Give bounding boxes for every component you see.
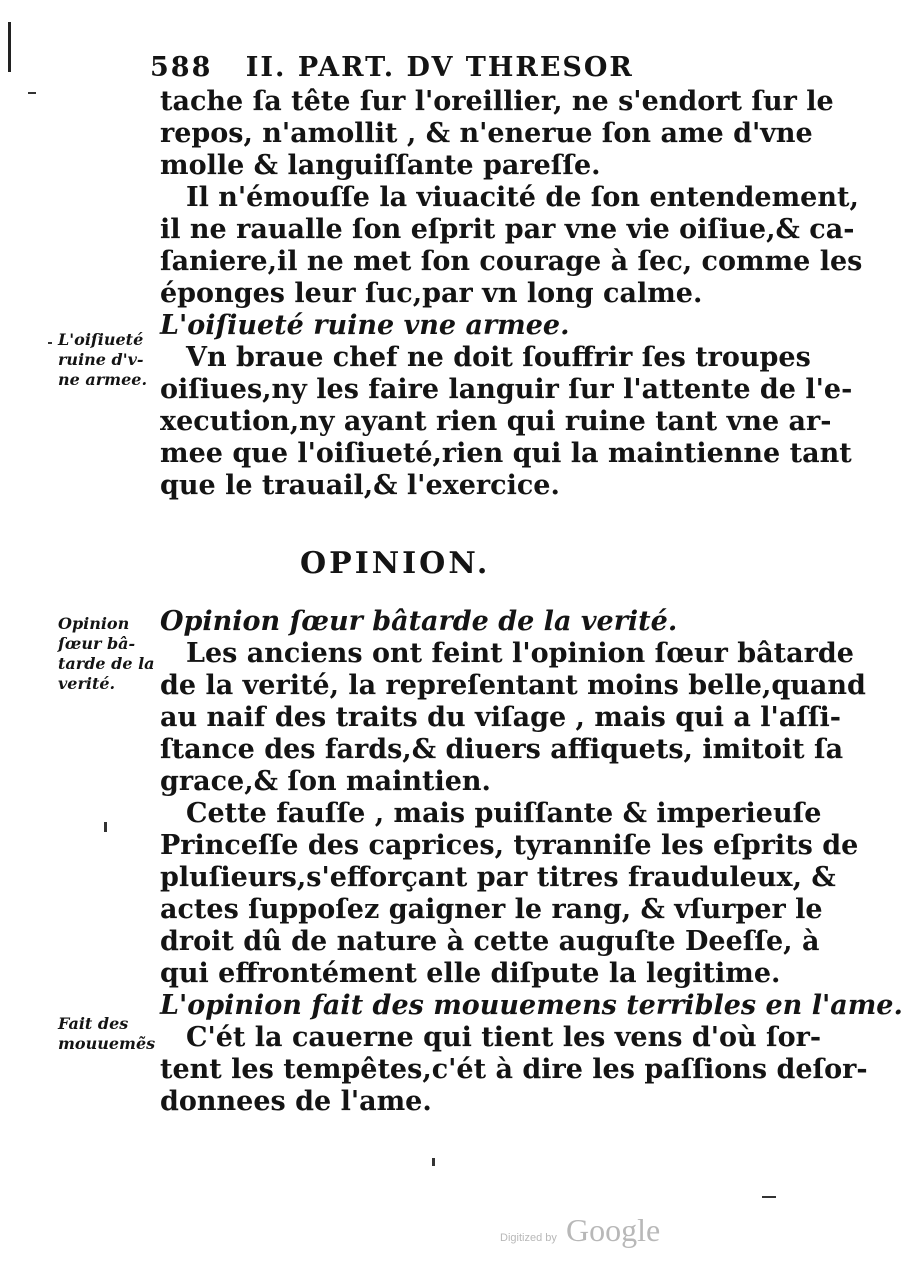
text-line: pluſieurs,s'efforçant par titres frauduleux, & (160, 862, 836, 893)
text-line: au naif des traits du viſage , mais qui a l'aſſi- (160, 702, 842, 733)
section-heading: OPINION. (300, 546, 491, 581)
text-line: éponges leur ſuc,par vn long calme. (160, 278, 703, 309)
margin-note-opinion (58, 614, 158, 694)
print-speck (28, 92, 36, 94)
text-line: donnees de l'ame. (160, 1086, 432, 1117)
text-line: xecution,ny ayant rien qui ruine tant vne ar- (160, 406, 832, 437)
margin-note-line: Opinion (58, 614, 130, 633)
margin-note-line: Fait des (58, 1014, 129, 1033)
text-line: oiſiues,ny les faire languir ſur l'attente de l'e- (160, 374, 853, 405)
text-line: tache ſa tête ſur l'oreillier, ne s'endort ſur le (160, 86, 834, 117)
text-line: de la verité, la repreſentant moins belle,quand (160, 670, 866, 701)
print-speck (104, 822, 107, 832)
text-line: Il n'émouſſe la viuacité de ſon entendement, (186, 182, 859, 213)
text-line: ſaniere,il ne met ſon courage à ſec, comme les (160, 246, 863, 277)
text-line: il ne raualle ſon eſprit par vne vie oiſiue,& ca- (160, 214, 855, 245)
margin-note-line: ruine d'v- (58, 350, 144, 369)
text-block-1 (160, 86, 863, 502)
text-line: molle & languiſſante pareſſe. (160, 150, 601, 181)
running-title: II. PART. DV THRESOR (245, 52, 634, 83)
subheading-opinion: Opinion ſœur bâtarde de la verité. (160, 606, 678, 637)
text-block-2 (160, 606, 903, 1118)
text-line: Princeſſe des caprices, tyranniſe les eſprits de (160, 830, 859, 861)
margin-note-line: mouuemẽs (58, 1034, 156, 1053)
text-line: Vn braue chef ne doit ſouffrir ſes troupes (186, 342, 811, 373)
text-line: ſtance des fards,& diuers affiquets, imitoit ſa (160, 734, 844, 765)
margin-note-idleness (58, 330, 158, 390)
text-line: C'ét la cauerne qui tient les vens d'où ſor- (186, 1022, 822, 1053)
margin-note-line: ne armee. (58, 370, 148, 389)
margin-note-line: verité. (58, 674, 116, 693)
subheading-idleness: L'oiſiueté ruine vne armee. (160, 310, 570, 341)
running-head (150, 52, 650, 83)
text-line: grace,& ſon maintien. (160, 766, 491, 797)
subheading-opinion-effects: L'opinion fait des mouuemens terribles en l'ame. (160, 990, 903, 1021)
text-line: droit dû de nature à cette auguſte Deeſſe, à (160, 926, 820, 957)
digitized-watermark (500, 1212, 690, 1249)
margin-note-movements (58, 1014, 158, 1054)
margin-note-line: tarde de la (58, 654, 155, 673)
text-line: Cette fauſſe , mais puiſſante & imperieuſe (186, 798, 822, 829)
binding-edge (8, 22, 11, 72)
page-number: 588 (150, 52, 213, 83)
text-line: Les anciens ont feint l'opinion ſœur bâtarde (186, 638, 854, 669)
margin-note-line: L'oiſiueté (58, 330, 144, 349)
print-speck (762, 1196, 776, 1198)
digitized-prefix: Digitized by (500, 1232, 557, 1244)
margin-note-line: ſœur bâ- (58, 634, 136, 653)
text-line: qui effrontément elle diſpute la legitime. (160, 958, 781, 989)
text-line: tent les tempêtes,c'ét à dire les paſſions deſor- (160, 1054, 868, 1085)
text-line: actes ſuppoſez gaigner le rang, & vſurper le (160, 894, 823, 925)
print-speck (432, 1158, 435, 1166)
text-line: repos, n'amollit , & n'enerue ſon ame d'vne (160, 118, 813, 149)
print-speck (48, 342, 52, 344)
text-line: mee que l'oiſiueté,rien qui la maintienne tant (160, 438, 852, 469)
text-line: que le trauail,& l'exercice. (160, 470, 560, 501)
google-logo: Google (565, 1212, 661, 1248)
